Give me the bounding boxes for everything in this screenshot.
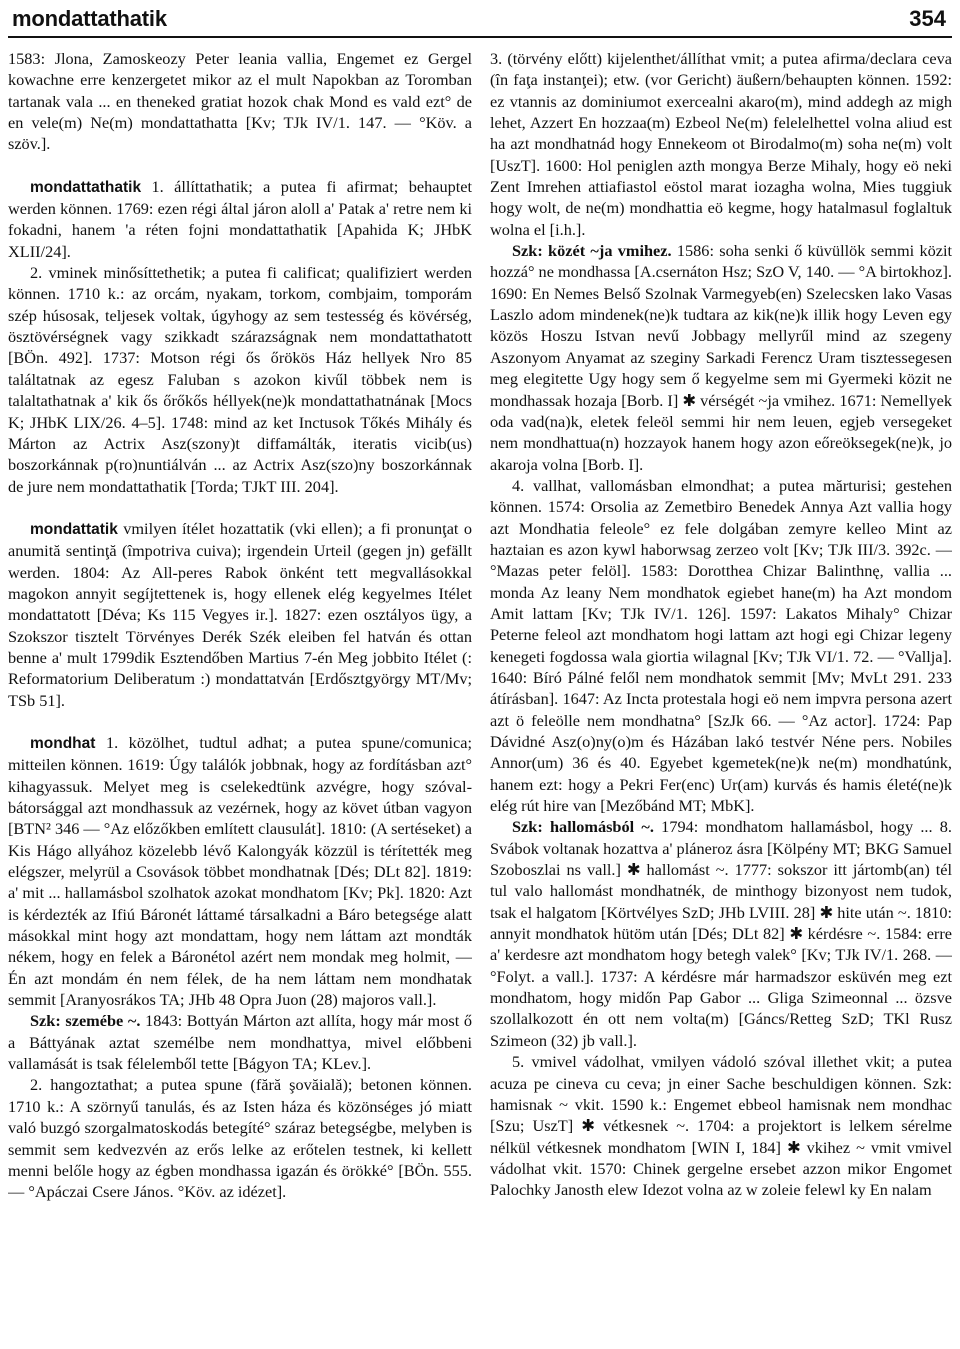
left-column xyxy=(8,48,472,1344)
entry-text: 1. állíttathatik; a putea fi afirmat; behauptet werden können. 1769: ezen régi által járon aloll a' Patak a' retre nem ki fokadni, hanem 'a réten fojni mondattathatik [Apahida K; JHbK XLII/24]. xyxy=(8,176,472,261)
entry-sense xyxy=(8,1074,472,1202)
entry-sense xyxy=(8,262,472,497)
entry-headword: mondhat xyxy=(30,734,96,752)
header-rule xyxy=(8,36,952,38)
entry-subsense xyxy=(490,816,952,1051)
paragraph-text: 1583: Jlona, Zamoskeozy Peter leania vallia, Engemet ez Gergel kowachne erre kenzergetet mikor az el mult Napokban az Toromban tartanak vala ... en theneked gratiat hozok chak Mond es vald ezt° de en vele(m) Ne(m) mondattathatta [Kv; TJk IV/1. 147. — °Köv. a szöv.]. xyxy=(8,49,472,154)
dictionary-entry xyxy=(8,176,472,262)
right-column xyxy=(490,48,952,1344)
running-head: mondattathatik xyxy=(12,6,167,31)
entry-text: 1. közölhet, tudtul adhat; a putea spune/comunica; mitteilen können. 1619: Úgy találók jobbnak, hogy az fordításban azt° kihagyassuk. Melyet meg is cselekedtünk azvégre, hogy szóval-bátorsággal azt mondhassuk az vezérnek, hogy az követ útban vagyon [BTN² 346 — °Az előzőkben említett clausulát]. 1810: (A sertéseket) a Kis Hágo allyához közelebb lévő Kalongyák közzül is térítették meg elégszer, melyrül a Csovások többet mondhatnak [Dés; DLt 82]. 1819: a' mit ... hallamásbol szolhatok azokat mondhatom [Kv; Pk]. 1820: Azt is kérdezték az Ifiú Báronét láttamé társalkadni a Báro betegsége alatt másokkal mint hogy azt mondattam, hogy nem láttam azt mondták nékem, hogy en felek a Báronétol azért nem mondak meg holmit, — Én azt mondám én nem félek, de ha nem láttam nem mondhatak semmit [Aranyosrákos TA; JHb 48 Opra Juon (28) majoros vall.]. xyxy=(8,732,472,1010)
sense-text: 5. vmivel vádolhat, vmilyen vádoló szóval illethet vkit; a putea acuza pe cineva cu ceva; jn einer Sache beschuldigen können. Szk: hamisnak ~ vkit. 1590 k.: Engemet ebbeol hamisnak nem mondhac [Szu; UszT] ✱ vétkesnek ~. 1704: a projektort is lelkem sérelme nélkül vétkesnek mondhatom [WIN I, 184] ✱ vkihez ~ vmit vmivel vádolhat vkit. 1570: Chinek gergelne ersebet azzon mikor Engomet Palochky Janosth elew Idezot volna az w zoleie felewl ky En nalam xyxy=(490,1052,952,1200)
dictionary-entry xyxy=(8,732,472,1010)
entry-headword: mondattatik xyxy=(30,520,118,538)
page-number: 354 xyxy=(909,6,946,31)
subsense-text: 1586: soha senki ő küvüllök semmi közit hozzá° ne mondhassa [A.csernáton Hsz; SzO V, 140. — °A birtokhoz]. 1690: En Nemes Belső Szolnak Varmegyeb(en) Szelecsken lako Vasas Laszlo adom mindenek(ne)k tudtara az kik(ne)k illik hogy Leven egy közös Hoszu Istvan nevű Jobbagy mellyrűl mind az szegeny Aszonyom Anyamat az szeginy Sarkadi Ferencz Uram tisztessegesen meg elegitette Ugy hogy sem ő kegyelme sem mi Gyermeki közit ne mondhassak hozaja [Borb. I] ✱ vérségét ~ja vmihez. 1671: Nemellyek oda vad(na)k, eletek feleöl semmi hir nem leuen, egjeb versegeket nem mondhattua(n) hozzayok hanem hogy azon eőreöksegek(ne)k, jo akaroja volna [Borb. I]. xyxy=(490,241,952,474)
entry-sense xyxy=(490,475,952,817)
subsense-text: 1794: mondhatom hallamásbol, hogy ... 8. Svábok voltanak hozattva a' pláneroz ásra [Kölpény MT; BKG Samuel Szoboszlai ns vall.] ✱ hallomást ~. 1777: sokszor itt jártomb(an) tél tul valo hallomást mondhatnék, de minthogy bizonyost nem tudok, tsak el halgatom [Körtvélyes SzD; JHb LVIII. 28] ✱ hite után ~. 1810: annyit mondhatok hütöm után [Dés; DLt 82] ✱ kérdésre ~. 1584: erre a' kerdesre azt mondhatom hogy betegh valek° [Kv; TJk IV/1. 268. — °Folyt. a vall.]. 1737: A kérdésre már harmadszor esküvén meg ezt mondhatom, hogy midőn Pap Gabor ... Gliga Szimeonnal ... özsve szollalkozott én ott nem volta(m) [Gáncs/Retteg SzD; TKl Rusz Szimeon (32) jb vall.]. xyxy=(490,817,952,1050)
sense-text: 2. hangoztathat; a putea spune (fără şovăială); betonen können. 1710 k.: A szörnyű tanulás, és az Isten háza és közönséges jó miatt való buzgó szorgalmatoskodás betegíté° száraz betegségbe, melyben is semmit sem kedvezvén az erős lelke az erőtelen testnek, ki kellett menni belőle hogy az égben mondhassa igazán és örökké° [BÖn. 555. — °Apáczai Csere János. °Köv. az idézet]. xyxy=(8,1075,472,1202)
entry-headword: mondattathatik xyxy=(30,178,142,196)
dictionary-entry xyxy=(8,518,472,711)
entry-text: vmilyen ítélet hozattatik (vki ellen); a fi pronunţat o anumită sentinţă (împotriva cuiva); irgendein Urteil (gegen jn) gefällt werden. 1804: Az All-peres Rabok önként tett megvallásokkal magokon annyit segíjtettenek is, hogy ellenek elég kegyelmes Itélet mondattatott [Déva; Ks 115 Vegyes ir.]. 1827: ezen osztályos ügy, a Szokszor tisztelt Törvényes Derék Szék eleiben fel hatván és ottan benne a' mult 1799dik Esztendőben Martius 7-én Meg jobbito Itélet (: Reformatorium Deliberatum :) mondattatván [Erdősztgyörgy MT/Mv; TSb 51]. xyxy=(8,518,472,710)
entry-subsense xyxy=(490,240,952,475)
sense-text: 4. vallhat, vallomásban elmondhat; a putea mărturisi; gestehen können. 1574: Orsolia az Zemetbiro Benedek Annya Azt vallia hogy azt Mondhatia feleole° ez fele dolgában zemyre kelleo Mint az haztaian es azon kywl haborwsag zerzeo volt [Kv; TJk III/3. 392c. — °Mazas peter felöl]. 1583: Dorotthea Chizar Balinthnę, vallia ... monda Az leany Nem mondhatok egiebet hane(m) ha Azt mondom Amit lattam [Kv; TJk IV/1. 126]. 1597: Lakatos Mihaly° Chizar Peterne feleol azt mondhatom hogi lattam azt hogi egi Chizar legeny kenegeti fogdossa wala giortia wilagnal [Kv; TJk VI/1. 72. — °Vallja]. 1640: Bíró Pálné felől nem mondhatok semmit [Mv; MvLt 291. 233 átírásban]. 1647: Az Incta protestala hogi eö nem impvra persona azert azt ö feleölle nem mondhatna° [SzJk 66. — °Az actor]. 1724: Pap Dávidné Asz(o)ny(o)m és Házában lakó testvér Néne pers. Nobiles Annor(um) 36 és 40. Egyebet kgemetek(ne)k ne(m) mondhatúnk, hanem ezt: hogy a Pekri Fer(enc) Ur(am) kurvás és hamis életé(ne)k elég rút hire van [Mezőbánd MT; MbK]. xyxy=(490,475,952,816)
sense-text: 3. (törvény előtt) kijelenthet/állíthat vmit; a putea afirma/declara ceva (în faţa instanţei); etw. (vor Gericht) äußern/behaupten können. 1592: ez vtannis az dominiumot exercealni akaro(m), mind addegh az migh lehet, Azzert En hozzaa(m) Ezbeol Ne(m) felelelhettel volna aliud est ha azt mondhatnád hogy Ennekeom ot Birodalmo(m) soha ne(m) volt [UszT]. 1600: Hol peniglen azth mongya Berze Mihaly, hogy eö neki Zent Imrehen attiafiastol eöstol marat iozagha wolna, Mies tuggiuk hogy wolt, de ne(m) mondhattia eö kegme, hogy hatalmasul foglaltuk wolna el [i.h.]. xyxy=(490,49,952,239)
entry-sense xyxy=(490,48,952,240)
sense-text: 2. vminek minősíttethetik; a putea fi calificat; qualifiziert werden können. 1710 k.: az orcám, nyakam, torkom, combjaim, tomporám szép húsosak, teljesek voltak, úgyhogy az sem testesség és kövérség, ösztövérségnek vagy szikkadt szárazságnak nem mondattathatott [BÖn. 492]. 1737: Motson régi ős őrökös Ház hellyek Nro 85 találtatnak az egesz Faluban s azokon kivűl többek nem is talaltathatnak a' kik ős őrőkős héllyek(ne)k mondattathatnának [Mocs K; JHbK LIX/26. 4–5]. 1748: mind az ket Inctusok Tőkés Mihály és Márton az Actrix Asz(szony)t diffamálták, iteratis vicib(us) boszorkánnak p(ro)nuntiálván ... az Actrix Asz(szo)ny boszorkánnak de jure nem mondattathatik [Torda; TJkT III. 204]. xyxy=(8,263,472,496)
subsense-text: 1843: Bottyán Márton azt allíta, hogy már most ő a Báttyának aztat személbe nem mondhattya, mivel előbbeni vallamását is tsak félelemből tette [Bágyon TA; KLev.]. xyxy=(8,1011,472,1074)
subsense-lead: Szk: hallomásból ~. xyxy=(512,817,654,837)
subsense-lead: Szk: közét ~ja vmihez. xyxy=(512,241,672,261)
paragraph-continuation xyxy=(8,48,472,155)
subsense-lead: Szk: szemébe ~. xyxy=(30,1011,141,1031)
entry-subsense xyxy=(8,1010,472,1074)
page-header xyxy=(12,2,946,32)
entry-sense xyxy=(490,1051,952,1200)
